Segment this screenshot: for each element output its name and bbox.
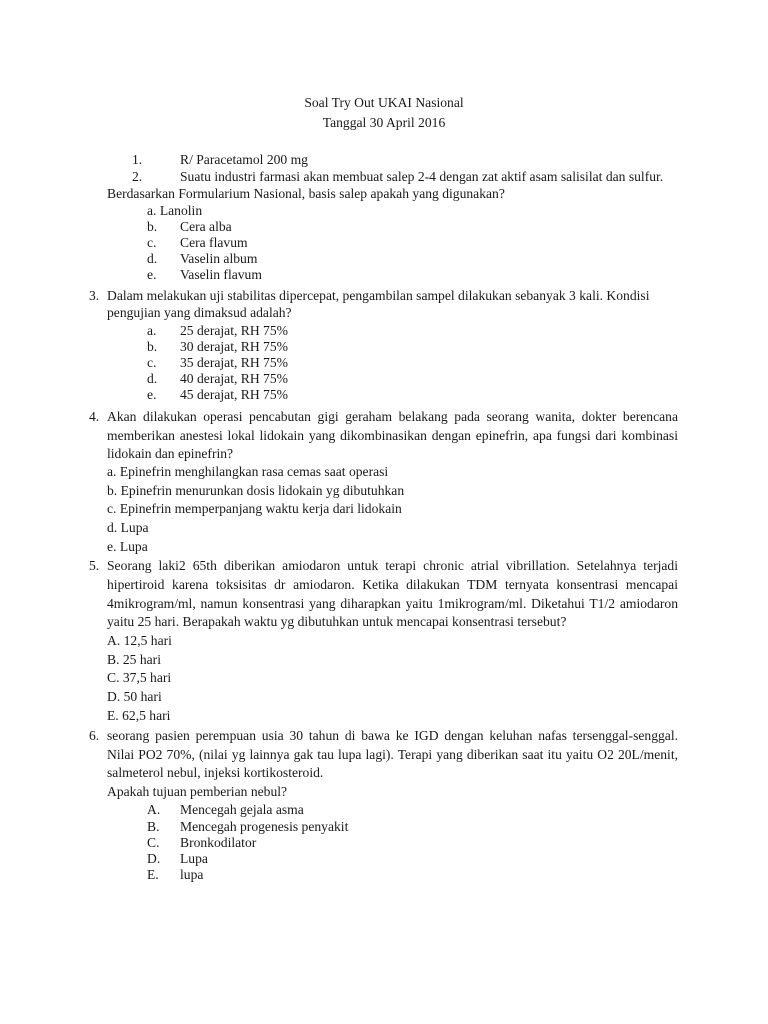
- q4-option-e: e. Lupa: [107, 539, 148, 554]
- q6-text-line2: Nilai PO2 70%, (nilai yg lainnya gak tau lupa lagi). Terapi yang diberikan saat itu yaitu O2 20L/menit,: [107, 747, 678, 762]
- q4-text-line3: lidokain dan epinefrin?: [107, 446, 234, 461]
- q6-option-d-text: Lupa: [180, 851, 208, 866]
- document-title: Soal Try Out UKAI Nasional: [304, 95, 464, 110]
- document-date: Tanggal 30 April 2016: [322, 115, 446, 130]
- q2-option-a: [147, 202, 202, 219]
- q5-text-line4: yaitu 25 hari. Berapakah waktu yg dibutuhkan untuk mencapai konsentrasi tersebut?: [107, 614, 567, 629]
- q4-option-d: d. Lupa: [107, 520, 149, 535]
- q5-number: 5.: [89, 558, 100, 573]
- q6-option-a-text: Mencegah gejala asma: [180, 802, 304, 817]
- q5-option-c: C. 37,5 hari: [107, 670, 172, 685]
- q4-option-a: a. Epinefrin menghilangkan rasa cemas saat operasi: [107, 464, 389, 479]
- q6-option-d-letter: D.: [147, 851, 161, 866]
- q5-text-line2: hipertiroid karena toksisitas dr amiodaron. Ketika dilakukan TDM ternyata konsentrasi mencapai: [107, 577, 678, 592]
- q2-option-c-text: Cera flavum: [180, 235, 248, 250]
- q2-text: Suatu industri farmasi akan membuat salep 2-4 dengan zat aktif asam salisilat dan sulfur.: [180, 169, 664, 184]
- q3-number: 3.: [89, 288, 100, 303]
- q2-option-e-text: Vaselin flavum: [180, 267, 262, 282]
- q2-option-d-text: Vaselin album: [180, 251, 258, 266]
- q3-text-line1: Dalam melakukan uji stabilitas dipercepat, pengambilan sampel dilakukan sebanyak 3 kali. Kondisi: [107, 288, 650, 303]
- q6-option-e-text: lupa: [180, 867, 204, 882]
- q4-option-c: c. Epinefrin memperpanjang waktu kerja dari lidokain: [107, 501, 402, 516]
- q3-option-d-letter: d.: [147, 371, 158, 386]
- q6-number: 6.: [89, 728, 100, 743]
- q4-text-line1: Akan dilakukan operasi pencabutan gigi geraham belakang pada seorang wanita, dokter berencana: [107, 409, 678, 424]
- q2-option-e-letter: e.: [147, 267, 157, 282]
- q5-option-b: B. 25 hari: [107, 652, 161, 667]
- option-letter: a.: [147, 203, 157, 218]
- q4-option-b: b. Epinefrin menurunkan dosis lidokain yg dibutuhkan: [107, 483, 405, 498]
- q6-option-c-text: Bronkodilator: [180, 835, 257, 850]
- q2-option-c-letter: c.: [147, 235, 157, 250]
- q3-option-a-text: 25 derajat, RH 75%: [180, 323, 288, 338]
- q5-option-e: E. 62,5 hari: [107, 708, 171, 723]
- option-text: Lanolin: [159, 203, 203, 218]
- q2-option-b-text: Cera alba: [180, 219, 232, 234]
- q6-text-line4: Apakah tujuan pemberian nebul?: [107, 784, 288, 799]
- q2-option-b-letter: b.: [147, 219, 158, 234]
- q3-option-e-text: 45 derajat, RH 75%: [180, 387, 288, 402]
- q2-text-line2: Berdasarkan Formularium Nasional, basis salep apakah yang digunakan?: [107, 186, 505, 201]
- q4-text-line2: memberikan anestesi lokal lidokain yang dikombinasikan dengan epinefrin, apa fungsi dari kombinasi: [107, 428, 678, 443]
- q3-option-e-letter: e.: [147, 387, 157, 402]
- q6-option-b-letter: B.: [147, 819, 160, 834]
- q3-option-c-text: 35 derajat, RH 75%: [180, 355, 288, 370]
- q5-text-line1: Seorang laki2 65th diberikan amiodaron untuk terapi chronic atrial vibrillation. Setelahnya terjadi: [107, 558, 678, 573]
- q3-option-a-letter: a.: [147, 323, 157, 338]
- q3-option-d-text: 40 derajat, RH 75%: [180, 371, 288, 386]
- q6-option-b-text: Mencegah progenesis penyakit: [180, 819, 349, 834]
- q2-option-d-letter: d.: [147, 251, 158, 266]
- q3-text-line2: pengujian yang dimaksud adalah?: [107, 305, 292, 320]
- q5-text-line3: 4mikrogram/ml, namun konsentrasi yang diharapkan yaitu 1mikrogram/ml. Diketahui T1/2 amiodaron: [107, 596, 678, 611]
- q6-text-line1: seorang pasien perempuan usia 30 tahun di bawa ke IGD dengan keluhan nafas tersenggal-senggal.: [107, 728, 678, 743]
- q5-option-d: D. 50 hari: [107, 689, 162, 704]
- q6-option-e-letter: E.: [147, 867, 159, 882]
- q3-option-b-letter: b.: [147, 339, 158, 354]
- q3-option-c-letter: c.: [147, 355, 157, 370]
- q4-number: 4.: [89, 409, 100, 424]
- q1-number: 1.: [132, 152, 143, 167]
- q3-option-b-text: 30 derajat, RH 75%: [180, 339, 288, 354]
- q6-option-c-letter: C.: [147, 835, 160, 850]
- q6-text-line3: salmeterol nebul, injeksi kortikosteroid.: [107, 765, 324, 780]
- q6-option-a-letter: A.: [147, 802, 161, 817]
- q2-number: 2.: [132, 169, 143, 184]
- q5-option-a: A. 12,5 hari: [107, 633, 172, 648]
- q1-text: R/ Paracetamol 200 mg: [180, 152, 308, 167]
